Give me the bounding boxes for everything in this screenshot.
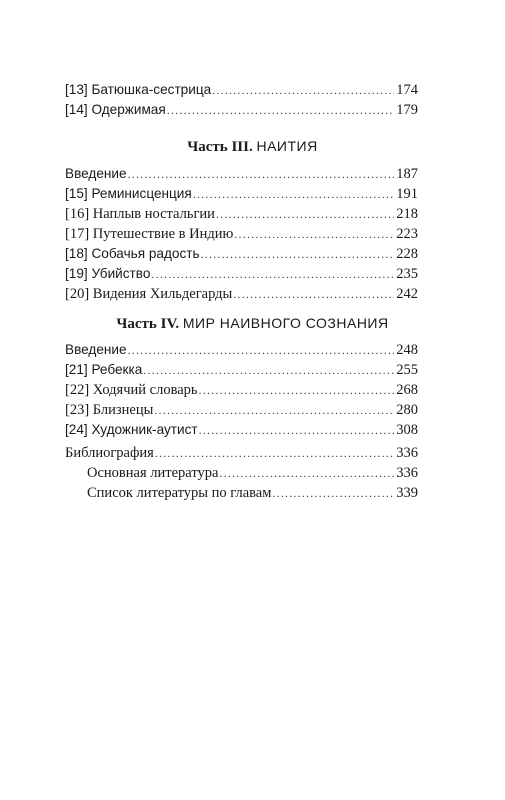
- dot-leader: [151, 264, 394, 284]
- dot-leader: [143, 360, 394, 380]
- toc-entry: [65, 400, 418, 420]
- toc-entry: [65, 284, 418, 304]
- toc-entry: [65, 244, 418, 264]
- part-number: Часть III.: [187, 139, 253, 155]
- part-title: НАИТИЯ: [256, 138, 318, 154]
- dot-leader: [154, 400, 394, 420]
- toc-entry-page: 336: [396, 465, 418, 481]
- dot-leader: [199, 420, 395, 440]
- toc-section-bibliography: [65, 443, 418, 503]
- toc-section-part3: [65, 164, 418, 304]
- toc-entry-page: 223: [396, 226, 418, 242]
- toc-entry: [65, 264, 418, 284]
- toc-entry-page: 308: [396, 422, 418, 438]
- toc-entry-page: 228: [396, 246, 418, 262]
- dot-leader: [193, 184, 394, 204]
- dot-leader: [216, 204, 394, 224]
- toc-entry-page: 248: [396, 342, 418, 358]
- dot-leader: [199, 380, 395, 400]
- toc-subentry: [65, 463, 418, 483]
- toc-entry-title: [14] Одержимая: [65, 102, 166, 117]
- part-title: МИР НАИВНОГО СОЗНАНИЯ: [182, 315, 389, 331]
- part-heading: [0, 136, 505, 157]
- toc-entry-title: [24] Художник-аутист: [65, 422, 198, 437]
- toc-entry-title: [21] Ребекка: [65, 362, 143, 377]
- dot-leader: [128, 340, 395, 360]
- toc-entry: [65, 360, 418, 380]
- dot-leader: [212, 80, 394, 100]
- toc-entry-title: Введение: [65, 342, 127, 357]
- toc-entry-title: Библиография: [65, 445, 154, 461]
- toc-entry-title: [17] Путешествие в Индию: [65, 226, 234, 242]
- toc-entry-title: Основная литература: [87, 465, 219, 481]
- toc-entry-title: [13] Батюшка-сестрица: [65, 82, 212, 97]
- toc-entry-page: 255: [396, 362, 418, 378]
- dot-leader: [128, 164, 395, 184]
- part-heading: [0, 313, 505, 334]
- toc-subentry: [65, 483, 418, 503]
- toc-entry-title: [18] Собачья радость: [65, 246, 200, 261]
- toc-entry: [65, 224, 418, 244]
- toc-entry: [65, 443, 418, 463]
- toc-entry-page: 235: [396, 266, 418, 282]
- toc-entry-title: Список литературы по главам: [87, 485, 272, 501]
- dot-leader: [201, 244, 395, 264]
- toc-entry-page: 179: [396, 102, 418, 118]
- dot-leader: [167, 100, 395, 120]
- toc-entry-title: [15] Реминисценция: [65, 186, 192, 201]
- toc-entry-page: 187: [396, 166, 418, 182]
- toc-entry-title: [23] Близнецы: [65, 402, 154, 418]
- toc-entry: [65, 340, 418, 360]
- toc-entry-title: [16] Наплыв ностальгии: [65, 206, 215, 222]
- toc-entry: [65, 204, 418, 224]
- dot-leader: [155, 443, 394, 463]
- toc-entry: [65, 164, 418, 184]
- toc-entry-page: 174: [396, 82, 418, 98]
- dot-leader: [219, 463, 394, 483]
- toc-entry: [65, 184, 418, 204]
- toc-entry-page: 280: [396, 402, 418, 418]
- toc-entry: [65, 380, 418, 400]
- toc-entry: [65, 100, 418, 120]
- dot-leader: [272, 483, 394, 503]
- toc-entry-title: [19] Убийство: [65, 266, 151, 281]
- toc-entry-page: 242: [396, 286, 418, 302]
- toc-entry-page: 268: [396, 382, 418, 398]
- toc-entry-title: [20] Видения Хильдегарды: [65, 286, 233, 302]
- dot-leader: [233, 284, 394, 304]
- toc-entry-page: 191: [396, 186, 418, 202]
- toc-entry-title: Введение: [65, 166, 127, 181]
- toc-entry-page: 336: [396, 445, 418, 461]
- toc-entry-title: [22] Ходячий словарь: [65, 382, 198, 398]
- toc-entry: [65, 420, 418, 440]
- part-number: Часть IV.: [116, 316, 180, 332]
- toc-section-part2-end: [65, 80, 418, 120]
- toc-section-part4: [65, 340, 418, 440]
- toc-entry-page: 218: [396, 206, 418, 222]
- dot-leader: [234, 224, 394, 244]
- toc-entry: [65, 80, 418, 100]
- toc-entry-page: 339: [396, 485, 418, 501]
